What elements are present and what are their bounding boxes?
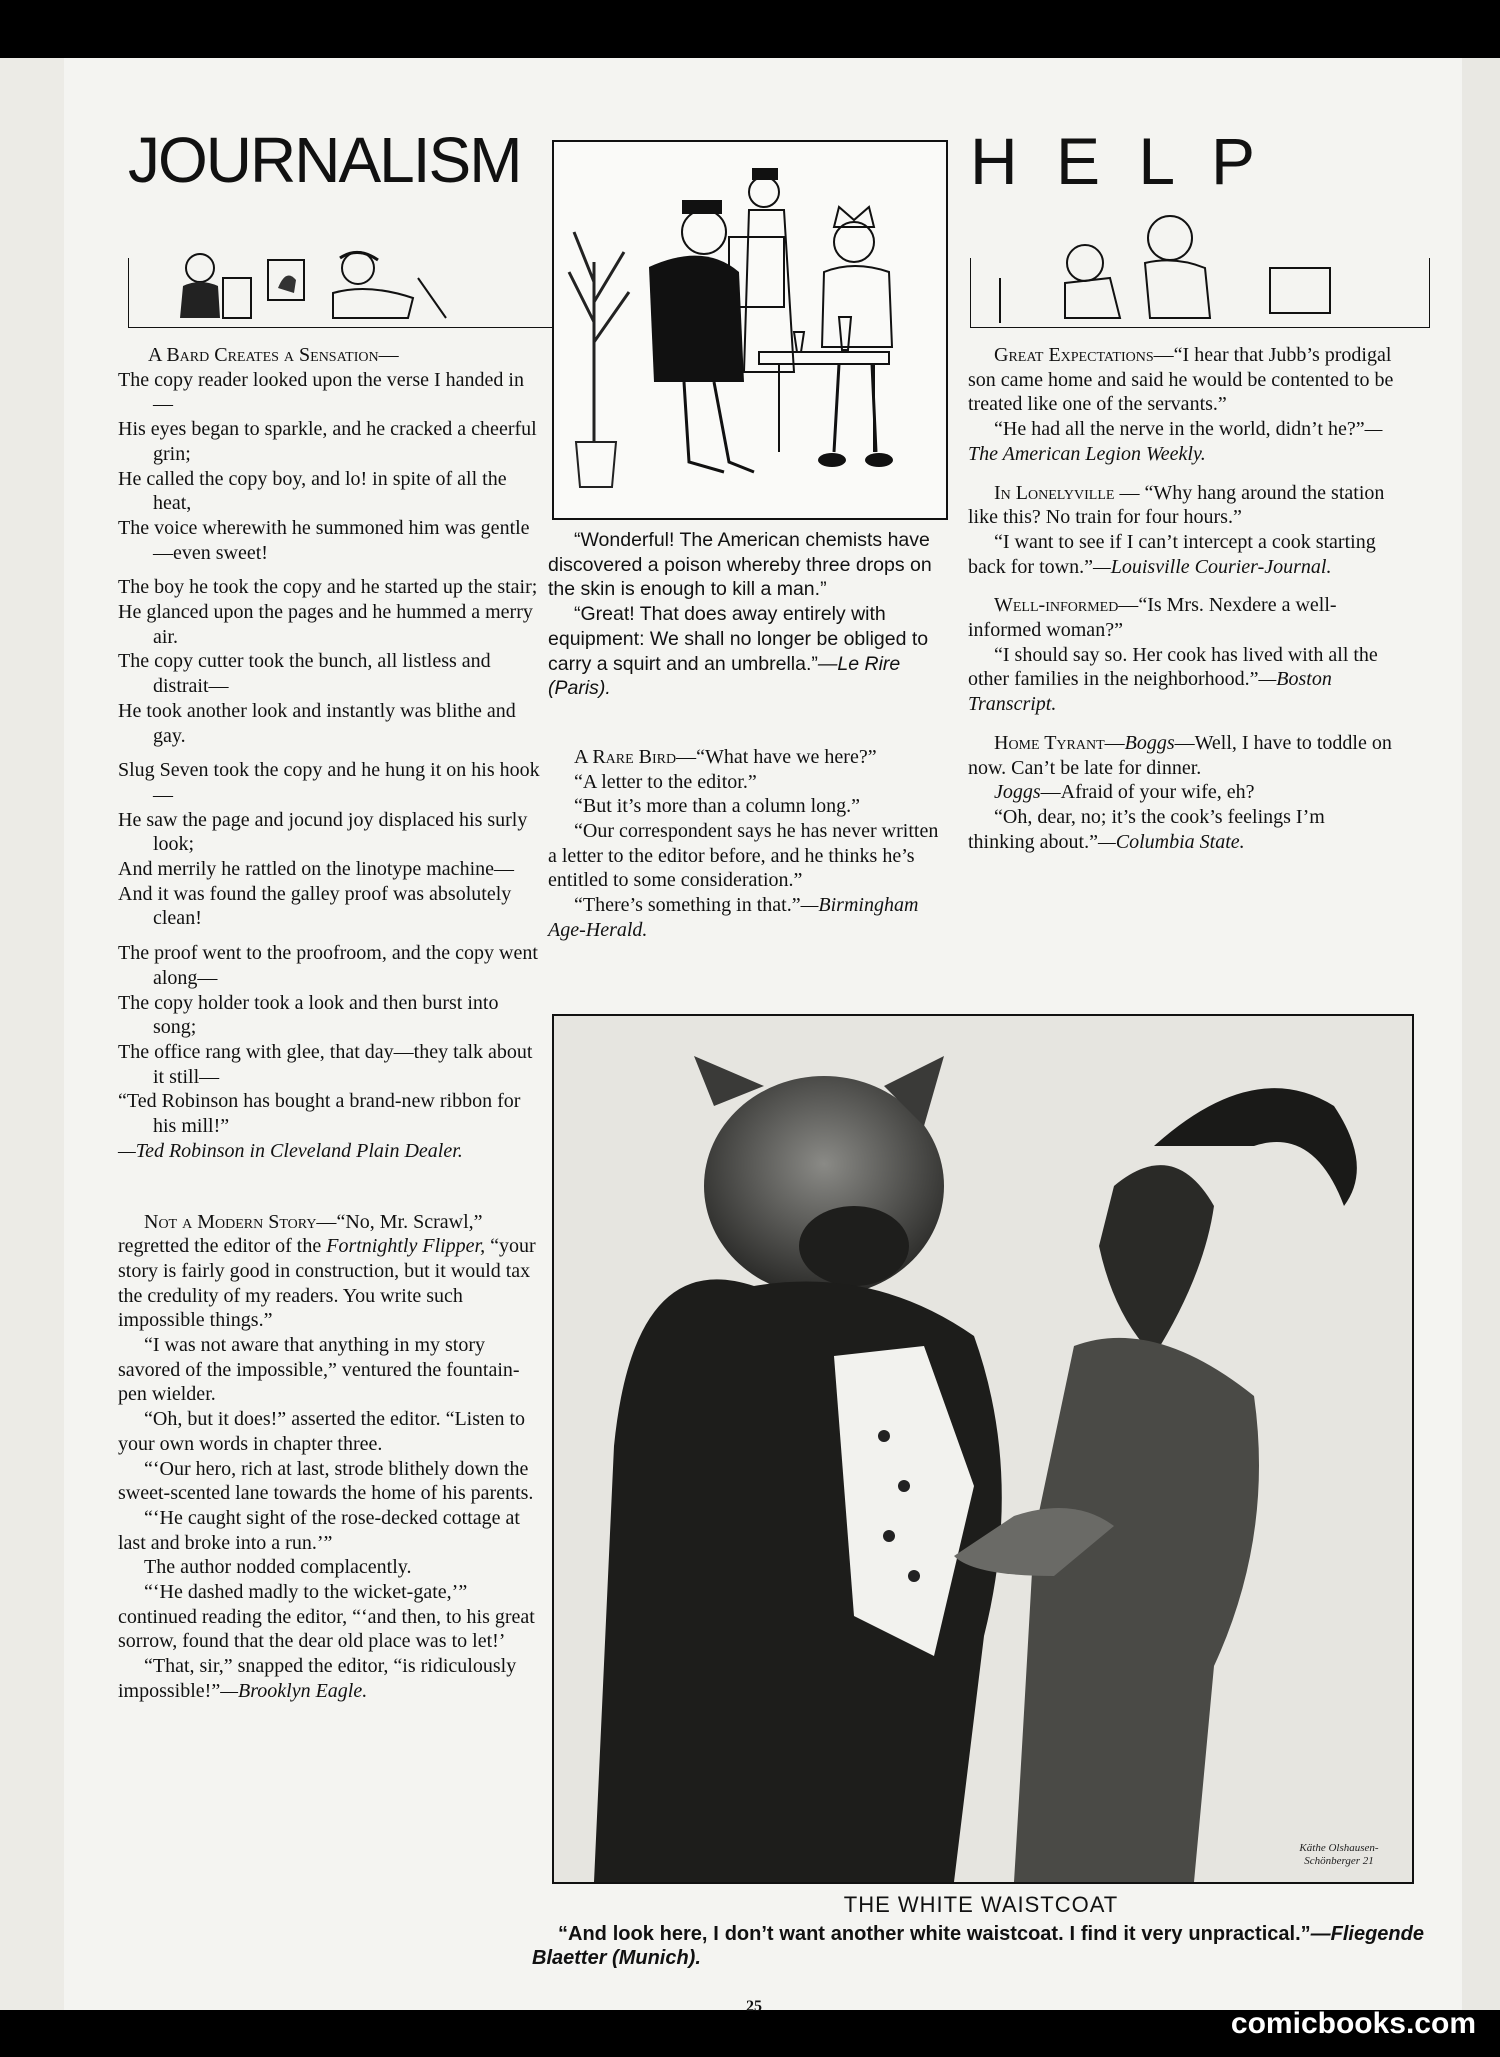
lonelyville-p2 [968,530,1396,579]
white-waistcoat-illustration [552,1014,1414,1884]
well-informed-credit: —Boston Transcript. [968,668,1332,716]
great-expectations-p2 [968,417,1396,466]
rare-bird-title: A Rare Bird— [574,745,697,768]
modern-story-p5: “‘He caught sight of the rose-decked cottage at last and broke into a run.’” [118,1506,520,1554]
help-heading-illustration [970,124,1430,328]
text-run: “There’s something in that.” [574,894,801,917]
well-informed-p1 [968,593,1396,642]
verse-line: The copy reader looked upon the verse I handed in— [118,368,524,416]
verse-line: The office rang with glee, that day—they talk about it still— [118,1040,533,1088]
journalism-title: JOURNALISM [128,124,521,196]
modern-title: Not a Modern Story— [144,1210,337,1233]
waistcoat-caption [532,1922,1424,1970]
text-run: “your story is fairly good in construction, but it would tax the credulity of my readers. You write such impossible things.” [118,1235,536,1332]
text-run: “That, sir,” snapped the editor, “is ridiculously impossible!” [118,1655,517,1702]
text-run: “Is Mrs. Nexdere a well-informed woman?” [968,594,1337,642]
cartoon-caption-2 [548,602,952,701]
text-run: “I hear that Jubb’s prodigal son came home and said he would be contented to be treated like one of the servants.” [968,344,1394,416]
text-run: —Afraid of your wife, eh? [1040,781,1255,804]
verse-line: And it was found the galley proof was absolutely clean! [118,882,512,930]
rare-bird-p1 [548,745,952,770]
waistcoat-credit: —Fliegende Blaetter (Munich). [532,1923,1424,1969]
modern-credit: —Brooklyn Eagle. [220,1679,368,1702]
verse-line: And merrily he rattled on the linotype machine— [118,858,514,881]
waistcoat-title: THE WHITE WAISTCOAT [843,1892,1119,1917]
modern-story-p2: “I was not aware that anything in my story savored of the impossible,” ventured the fountain-pen wielder. [118,1334,520,1406]
verse-line: The copy cutter took the bunch, all listless and distrait— [118,650,491,698]
home-tyrant-credit: —Columbia State. [1097,830,1245,853]
rare-bird-p5 [548,893,952,942]
verse-line: The voice wherewith he summoned him was gentle—even sweet! [118,516,530,564]
text-run: “And look here, I don’t want another white waistcoat. I find it very unpractical.” [558,1923,1311,1945]
middle-column [548,528,952,943]
lonelyville-title: In Lonelyville — [994,481,1140,504]
help-heading [970,124,1430,328]
magazine-page [64,58,1462,2015]
right-page-edge [1458,58,1500,2010]
rare-bird-credit: —Birmingham Age-Herald. [548,894,919,941]
cafe-cartoon [552,140,948,520]
text-run: “Oh, dear, no; it’s the cook’s feelings I’m thinking about.” [968,805,1325,853]
home-tyrant-p1 [968,731,1396,780]
well-informed-title: Well-informed— [994,594,1139,617]
cafe-cartoon-drawing [554,142,946,518]
verse-line: The proof went to the proofroom, and the copy went along— [118,942,538,989]
rare-bird-p3: “But it’s more than a column long.” [574,795,861,818]
verse-line: The boy he took the copy and he started up the stair; [118,576,538,599]
text-run: “Why hang around the station like this? No train for four hours.” [968,481,1385,529]
lonelyville-credit: —Louisville Courier-Journal. [1092,555,1332,578]
verse-line: He saw the page and jocund joy displaced his surly look; [118,808,528,856]
modern-story-p8 [118,1654,540,1703]
lonelyville-p1 [968,481,1396,530]
artist-signature: Käthe Olshausen-Schönberger 21 [1299,1842,1379,1867]
text-run: “I want to see if I can’t intercept a cook starting back for town.” [968,530,1376,578]
text-run: “I should say so. Her cook has lived with all the other families in the neighborhood.” [968,643,1378,691]
verse-line: Slug Seven took the copy and he hung it on his hook— [118,759,540,806]
text-run: “Great! That does away entirely with equipment: We shall no longer be obliged to carry a squirt and an umbrella.” [548,603,929,675]
cartoon-credit: —Le Rire (Paris). [548,652,901,700]
text-run: “What have we here?” [696,745,877,768]
bard-title: A Bard Creates a Sensation— [148,344,399,366]
verse-line: His eyes began to sparkle, and he cracked a cheerful grin; [118,418,537,465]
bard-verse [118,368,540,1164]
left-column [118,343,540,1704]
verse-line: “Ted Robinson has bought a brand-new ribbon for his mill!” [118,1090,521,1138]
verse-line: He glanced upon the pages and he hummed a merry air. [118,601,533,648]
journalism-heading-illustration [128,124,588,328]
right-column [968,343,1396,854]
help-title: H E L P [970,124,1265,198]
home-tyrant-p2 [968,780,1396,805]
modern-story-p7: “‘He dashed madly to the wicket-gate,’” continued reading the editor, “‘and then, to his great sorrow, found that the dear old place was to let!’ [118,1581,535,1653]
left-page-edge [0,58,67,2010]
magazine-name: Fortnightly Flipper, [326,1235,486,1258]
modern-story-p4: “‘Our hero, rich at last, strode blithely down the sweet-scented lane towards the home of his parents. [118,1457,534,1505]
verse-line: He took another look and instantly was blithe and gay. [118,699,516,747]
rare-bird-p2: “A letter to the editor.” [574,770,757,793]
great-expectations-p1 [968,343,1396,417]
great-expectations-title: Great Expectations— [994,344,1174,366]
speaker-name: Joggs [994,781,1041,804]
modern-story-p6: The author nodded complacently. [144,1556,412,1579]
speaker-name: Boggs [1124,731,1175,754]
pig-and-goat-drawing [554,1016,1412,1882]
cartoon-caption-1: “Wonderful! The American chemists have discovered a poison whereby three drops on the skin is enough to kill a man.” [548,529,932,601]
bard-credit: —Ted Robinson in Cleveland Plain Dealer. [118,1139,463,1162]
home-tyrant-title: Home Tyrant— [994,731,1125,754]
text-run: —Well, I have to toddle on now. Can’t be late for dinner. [968,731,1392,779]
well-informed-p2 [968,643,1396,717]
verse-line: He called the copy boy, and lo! in spite of all the heat, [118,467,507,515]
home-tyrant-p3 [968,805,1396,854]
site-watermark: comicbooks.com [1230,2007,1476,2040]
modern-story-p1 [118,1210,540,1334]
page-number: 25 [746,1998,762,2015]
great-expectations-credit: —The American Legion Weekly. [968,418,1383,465]
verse-line: The copy holder took a look and then burst into song; [118,991,499,1039]
text-run: “He had all the nerve in the world, didn’t he?” [994,418,1365,441]
text-run: “No, Mr. Scrawl,” regretted the editor of the [118,1210,483,1258]
modern-story-p3: “Oh, but it does!” asserted the editor. “Listen to your own words in chapter three. [118,1408,526,1455]
journalism-heading [128,124,588,328]
rare-bird-p4: “Our correspondent says he has never written a letter to the editor before, and he thinks he’s entitled to some consideration.” [548,820,939,892]
